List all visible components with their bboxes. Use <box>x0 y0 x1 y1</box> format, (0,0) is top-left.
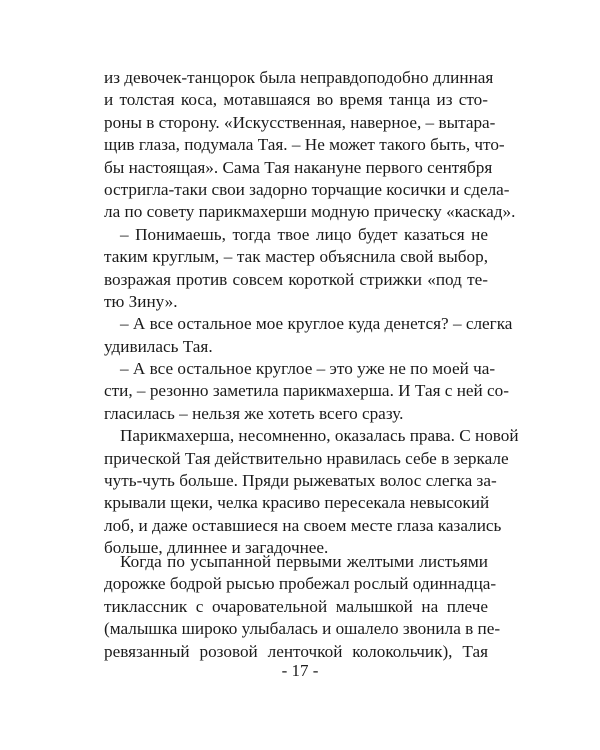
text-block-main <box>104 67 519 560</box>
text-line: тиклассник с очаровательной малышкой на плече <box>104 596 488 616</box>
text-line: бы настоящая». Сама Тая накануне первого сентября <box>104 157 493 177</box>
text-line: лоб, и даже оставшиеся на своем месте глаза казались <box>104 515 502 535</box>
text-line: и толстая коса, мотавшаяся во время танца из сто- <box>104 90 488 110</box>
text-line: дорожке бодрой рысью пробежал рослый одиннадца- <box>104 574 497 594</box>
text-line: сти, – резонно заметила парикмахерша. И Тая с ней со- <box>104 381 509 401</box>
text-line: больше, длиннее и загадочнее. <box>104 538 329 558</box>
text-line: – А все остальное круглое – это уже не по моей ча- <box>120 359 496 379</box>
text-line: ревязанный розовой ленточкой колокольчик), Тая <box>104 641 488 661</box>
page-number: - 17 - <box>281 661 319 680</box>
text-line: таким круглым, – так мастер объяснила свой выбор, <box>104 247 488 267</box>
text-line: чуть-чуть больше. Пряди рыжеватых волос слегка за- <box>104 471 497 491</box>
text-line: (малышка широко улыбалась и ошалело звонила в пе- <box>104 619 501 639</box>
text-line: тю Зину». <box>104 291 178 311</box>
text-line: гласилась – нельзя же хотеть всего сразу. <box>104 403 404 423</box>
text-line: Когда по усыпанной первыми желтыми листьями <box>120 552 488 571</box>
text-line: роны в сторону. «Искусственная, наверное, – вытара- <box>104 112 496 132</box>
text-line: из девочек-танцорок была неправдоподобно длинная <box>104 68 494 87</box>
text-line: остригла-таки свои задорно торчащие косички и сдела- <box>104 179 510 199</box>
text-line: удивилась Тая. <box>104 336 213 356</box>
text-line: щив глаза, подумала Тая. – Не может такого быть, что- <box>104 135 505 155</box>
text-line: – А все остальное мое круглое куда денется? – слегка <box>120 314 513 334</box>
text-line: прической Тая действительно нравилась себе в зеркале <box>104 448 509 468</box>
text-line: возражая против совсем короткой стрижки «под те- <box>104 269 488 289</box>
text-line: – Понимаешь, тогда твое лицо будет казаться не <box>120 224 488 244</box>
text-block-new-section <box>104 551 501 663</box>
text-line: ла по совету парикмахерши модную прическу «каскад». <box>104 202 516 222</box>
text-line: крывали щеки, челка красиво пересекала невысокий <box>104 493 490 513</box>
text-line: Парикмахерша, несомненно, оказалась права. С новой <box>120 426 519 446</box>
